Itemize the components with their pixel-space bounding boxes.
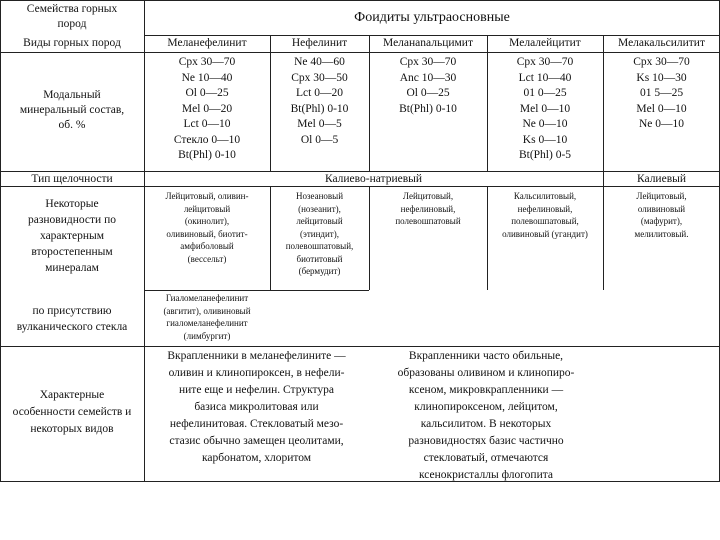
glass-rule (0, 346, 720, 347)
modal-cell-nephelinite: Ne 40—60 Cpx 30—50 Lct 0—20 Bt(Phl) 0-10 Mel 0—5 Ol 0—5 (290, 56, 349, 146)
table-border-bottom (0, 481, 720, 482)
glass-label: по присутствию вулканического стекла (16, 305, 128, 333)
col-header-melanephelinite: Меланефелинит (167, 37, 247, 49)
modal-cell-melakalsilitite: Cpx 30—70 Ks 10—30 01 5—25 Mel 0—10 Ne 0—10 (633, 56, 690, 130)
title-rule (144, 35, 720, 36)
col-header-nephelinite: Нефелинит (291, 37, 348, 49)
features-label: Характерные особенности семейств и некоторых видов (12, 389, 132, 435)
features-cell-right: Вкрапленники часто обильные, образованы оливином и клинопиро- ксеном, микровкрапленники — клинопироксеном, лейцитом, кальсилитом. В некоторых разновидностях базис частично стекловатый, отмечаются ксенокристаллы флогопита (397, 350, 575, 481)
table-border-top (0, 0, 720, 1)
modal-cell-melanephelinite: Cpx 30—70 Ne 10—40 Ol 0—25 Mel 0—20 Lct 0—10 Стекло 0—10 Bt(Phl) 0-10 (173, 56, 241, 161)
header-rule (0, 52, 720, 53)
varieties-label: Некоторые разновидности по характерным второстепенным минералам (28, 198, 116, 274)
corner-types-label: Виды горных пород (23, 37, 121, 49)
varieties-cell-melaanalcimite: Лейцитовый, нефелиновый, полевошпатовый (395, 191, 461, 226)
varieties-cell-melanephelinite: Лейцитовый, оливин- лейцитовый (окинолит), оливиновый, биотит- амфиболовый (вессельт) (165, 191, 249, 264)
varieties-cell-nephelinite: Нозеановый (нозеанит), лейцитовый (этиндит), полевошпатовый, биотитовый (бермудит) (285, 191, 354, 276)
glass-cell-melanephelinite: Гиаломеланефелинит (авгитит), оливиновый гиаломеланефелинит (лимбургит) (163, 293, 251, 341)
modal-cell-melaleucitite: Cpx 30—70 Lct 10—40 01 0—25 Mel 0—10 Ne 0—10 Ks 0—10 Bt(Phl) 0-5 (516, 56, 574, 161)
modal-cell-melaanalcimite: Cpx 30—70 Anc 10—30 Ol 0—25 Bt(Phl) 0-10 (399, 56, 457, 115)
table-title: Фоидиты ультраосновные (354, 10, 510, 25)
col-header-melaleucitite: Мелалейцитит (509, 37, 581, 49)
varieties-cell-melaleucitite: Кальсилитовый, нефелиновый, полевошпатовый, оливиновый (угандит) (502, 191, 588, 239)
alkalinity-k-na: Калиево-натриевый (324, 173, 423, 185)
corner-families-label: Семейства горных пород (26, 3, 118, 30)
modal-composition-label: Модальный минеральный состав, об. % (19, 89, 125, 131)
varieties-cell-melakalsilitite: Лейцитовый, оливиновый (мафурит), мелилитовый. (634, 191, 689, 239)
features-cell-left: Вкрапленники в меланефелините — оливин и клинопироксен, в нефели- ните еще и нефелин. Структура базиса микролитовая или нефелинитовая. Стекловатый мезо- стазис обычно замещен цеолитами, карбонатом, хлоритом (167, 350, 346, 464)
alkalinity-rule (0, 186, 720, 187)
alkalinity-k: Калиевый (636, 173, 687, 185)
modal-rule (0, 171, 720, 172)
alkalinity-label: Тип щелочности (31, 173, 113, 185)
col-header-melakalsilitite: Мелакальсилитит (618, 37, 705, 49)
col-header-melaanalcimite: Меланаnальцимит (383, 37, 473, 49)
varieties-rule (144, 290, 369, 291)
